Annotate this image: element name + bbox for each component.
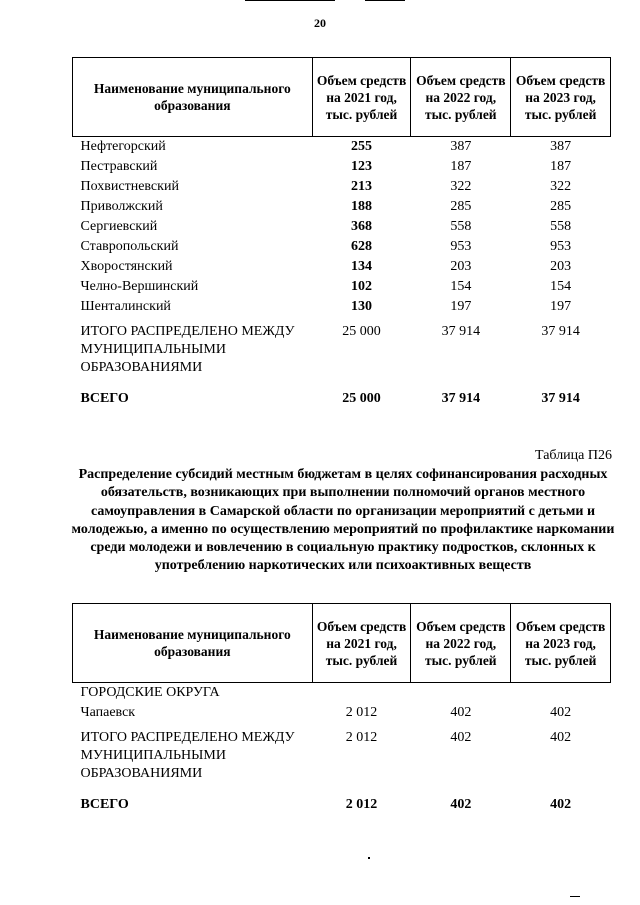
municipality-name: Ставропольский — [80, 239, 179, 254]
municipality-name: Сергиевский — [80, 219, 158, 234]
header-2021: Объем средств на 2021 год, тыс. рублей — [312, 604, 411, 683]
value-2023: 197 — [550, 299, 572, 314]
distributed-row — [73, 317, 611, 377]
scan-speck — [368, 857, 370, 859]
header-2023: Объем средств на 2023 год, тыс. рублей — [511, 58, 611, 137]
top-scan-marks — [245, 0, 425, 2]
value-2022: 187 — [450, 159, 472, 174]
value-2021: 25 000 — [342, 324, 381, 339]
value-2023: 203 — [550, 259, 572, 274]
header-2023: Объем средств на 2023 год, тыс. рублей — [511, 604, 611, 683]
value-2021: 2 012 — [345, 797, 378, 812]
value-2022: 154 — [450, 279, 472, 294]
value-2023: 187 — [550, 159, 572, 174]
value-2021: 102 — [351, 279, 373, 294]
municipality-name: ИТОГО РАСПРЕДЕЛЕНО МЕЖДУ МУНИЦИПАЛЬНЫМИ ОБРАЗОВАНИЯМИ — [80, 324, 295, 375]
municipality-name: Приволжский — [80, 199, 163, 214]
value-2023: 402 — [550, 797, 572, 812]
value-2021: 188 — [351, 199, 373, 214]
value-2022: 203 — [450, 259, 472, 274]
value-2021: 368 — [351, 219, 373, 234]
value-2023: 953 — [550, 239, 572, 254]
group-label: ГОРОДСКИЕ ОКРУГА — [80, 685, 220, 700]
table-row — [73, 137, 611, 158]
value-2023: 402 — [550, 705, 572, 720]
value-2021: 123 — [351, 159, 373, 174]
value-2021: 628 — [351, 239, 373, 254]
table-header-row — [73, 58, 611, 137]
value-2022: 953 — [450, 239, 472, 254]
value-2022: 387 — [450, 139, 472, 154]
scan-speck — [570, 896, 580, 897]
page-number: 20 — [314, 16, 326, 30]
total-row — [73, 377, 611, 409]
municipality-name: Шенталинский — [80, 299, 171, 314]
value-2022: 37 914 — [441, 324, 481, 339]
value-2022: 402 — [450, 705, 472, 720]
header-2022: Объем средств на 2022 год, тыс. рублей — [411, 604, 511, 683]
total-row — [73, 783, 611, 815]
value-2021: 2 012 — [345, 730, 378, 745]
value-2023: 285 — [550, 199, 572, 214]
value-2023: 558 — [550, 219, 572, 234]
table-row — [73, 197, 611, 217]
value-2023: 402 — [550, 730, 572, 745]
municipality-name: ВСЕГО — [80, 797, 129, 812]
municipality-name: Челно-Вершинский — [80, 279, 199, 294]
header-2022: Объем средств на 2022 год, тыс. рублей — [411, 58, 511, 137]
value-2021: 25 000 — [342, 391, 381, 406]
header-municipality: Наименование муниципального образования — [73, 604, 313, 683]
subsidy-table-2 — [72, 603, 611, 815]
table-heading: Распределение субсидий местным бюджетам в целях софинансирования расходных обязательств, возникающих при выполнении полномочий органов местного самоуправления в Самарской области по организации мероприятий с детьми и молодежью, а именно по осуществлению мероприятий по профилактике наркомании среди молодежи и вовлечению в социальную практику подростков, склонных к употреблению наркотических или психоактивных веществ — [71, 467, 615, 574]
value-2023: 37 914 — [541, 324, 580, 339]
municipality-name: Похвистневский — [80, 179, 179, 194]
table-row — [73, 157, 611, 177]
table-row — [73, 177, 611, 197]
value-2022: 37 914 — [441, 391, 481, 406]
municipality-name: Нефтегорский — [80, 139, 166, 154]
municipality-name: Пестравский — [80, 159, 158, 174]
value-2023: 387 — [550, 139, 572, 154]
value-2021: 213 — [351, 179, 373, 194]
value-2022: 402 — [450, 797, 472, 812]
value-2022: 197 — [450, 299, 472, 314]
table-row — [73, 237, 611, 257]
table-row — [73, 217, 611, 237]
value-2021: 255 — [351, 139, 373, 154]
municipality-name: Чапаевск — [80, 705, 136, 720]
value-2021: 130 — [351, 299, 373, 314]
value-2023: 322 — [550, 179, 572, 194]
header-2021: Объем средств на 2021 год, тыс. рублей — [312, 58, 411, 137]
group-row — [73, 683, 611, 704]
municipality-name: ИТОГО РАСПРЕДЕЛЕНО МЕЖДУ МУНИЦИПАЛЬНЫМИ ОБРАЗОВАНИЯМИ — [80, 730, 295, 781]
table-row — [73, 277, 611, 297]
table-row — [73, 703, 611, 723]
table-row — [73, 297, 611, 317]
value-2022: 285 — [450, 199, 472, 214]
table-row — [73, 257, 611, 277]
subsidy-table-1 — [72, 57, 611, 409]
municipality-name: ВСЕГО — [80, 391, 129, 406]
value-2023: 37 914 — [541, 391, 580, 406]
value-2022: 322 — [450, 179, 472, 194]
value-2022: 402 — [450, 730, 472, 745]
value-2021: 134 — [351, 259, 373, 274]
municipality-name: Хворостянский — [80, 259, 173, 274]
value-2022: 558 — [450, 219, 472, 234]
distributed-row — [73, 723, 611, 783]
value-2021: 2 012 — [345, 705, 378, 720]
table-header-row — [73, 604, 611, 683]
value-2023: 154 — [550, 279, 572, 294]
header-municipality: Наименование муниципального образования — [73, 58, 313, 137]
table-caption: Таблица П26 — [535, 448, 612, 463]
